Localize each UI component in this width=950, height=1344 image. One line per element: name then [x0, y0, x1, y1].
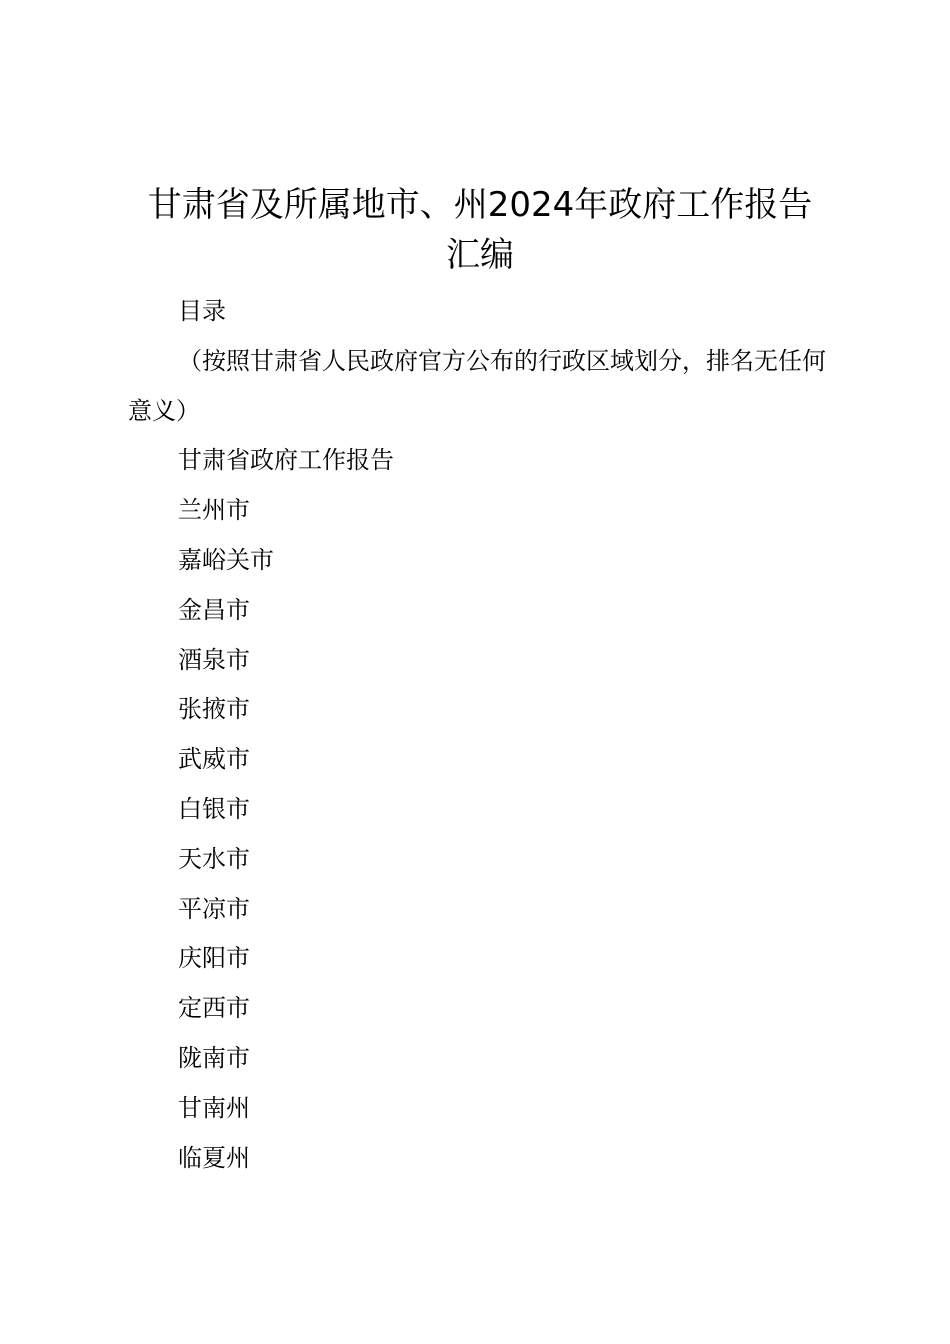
document-title: [110, 180, 850, 280]
toc-item-pingliang: 平凉市: [178, 894, 250, 923]
toc-item-longnan: 陇南市: [178, 1043, 250, 1072]
toc-item-jinchang: 金昌市: [178, 595, 250, 624]
toc-heading: 目录: [178, 297, 226, 325]
toc-list: [128, 436, 838, 1183]
toc-item-provincial-report: 甘肃省政府工作报告: [178, 446, 394, 475]
toc-item-jiuquan: 酒泉市: [178, 645, 250, 674]
toc-item-linxia: 临夏州: [178, 1143, 250, 1172]
toc-item-dingxi: 定西市: [178, 994, 250, 1023]
toc-item-zhangye: 张掖市: [178, 695, 250, 724]
title-line-1: 甘肃省及所属地市、州2024年政府工作报告: [147, 185, 813, 225]
toc-item-wuwei: 武威市: [178, 745, 250, 774]
title-line-2: 汇编: [446, 235, 514, 275]
toc-note: （按照甘肃省人民政府官方公布的行政区域划分，排名无任何意义）: [128, 346, 826, 425]
toc-item-gannan: 甘南州: [178, 1093, 250, 1122]
document-body: [128, 287, 838, 1183]
toc-item-lanzhou: 兰州市: [178, 496, 250, 525]
toc-item-tianshui: 天水市: [178, 844, 250, 873]
toc-item-qingyang: 庆阳市: [178, 944, 250, 973]
toc-item-baiyin: 白银市: [178, 794, 250, 823]
toc-item-jiayuguan: 嘉峪关市: [178, 545, 274, 574]
